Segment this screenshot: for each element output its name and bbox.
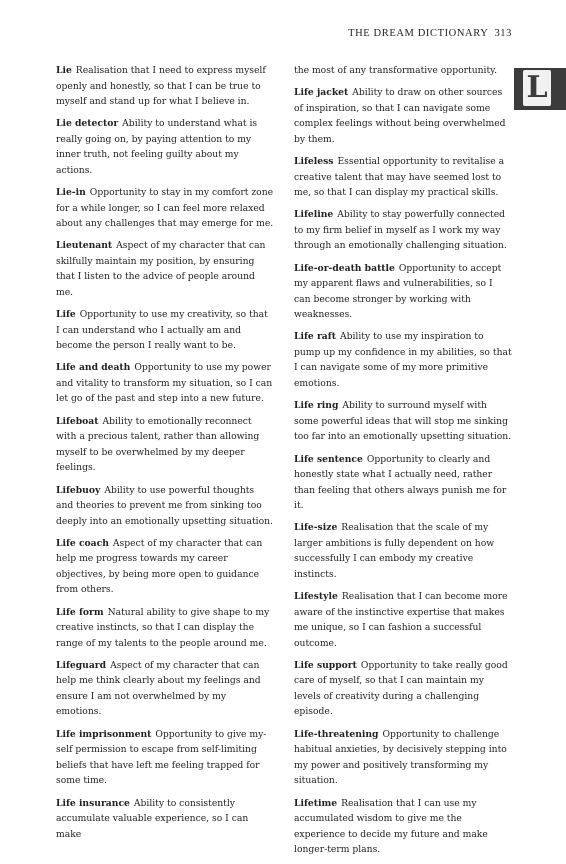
dictionary-entry	[56, 414, 274, 476]
book-title: THE DREAM DICTIONARY	[348, 28, 489, 39]
entry-term: Life-or-death battle	[294, 262, 395, 274]
entry-definition: Ability to use powerful thoughts and theories to prevent me from sinking too deeply into an emotionally upsetting situation.	[56, 484, 273, 527]
entry-definition: Opportunity to use my power and vitality to transform my situation, so I can let go of the past and step into a new future.	[56, 362, 273, 405]
entry-term: Lifeguard	[56, 659, 107, 671]
dictionary-entry	[294, 589, 512, 651]
entry-term: Life raft	[294, 331, 336, 343]
entry-term: Life imprisonment	[56, 728, 152, 740]
dictionary-entry	[56, 605, 274, 652]
entry-term: Life support	[294, 659, 357, 671]
entry-term: Life jacket	[294, 87, 349, 99]
entry-term: Life form	[56, 606, 104, 618]
dictionary-entry	[294, 85, 512, 147]
entry-definition: Opportunity to stay in my comfort zone for a while longer, so I can feel more relaxed about any challenges that may emerge for me.	[56, 187, 274, 230]
entry-term: Lifebuoy	[56, 484, 101, 496]
entry-definition: Opportunity to take really good care of myself, so that I can maintain my levels of creativity during a challenging episode.	[294, 659, 508, 718]
entry-term: Lie-in	[56, 187, 86, 199]
entry-term: Life	[56, 309, 76, 321]
entry-definition: Aspect of my character that can help me progress towards my career objectives, by being more open to guidance from others.	[56, 537, 263, 596]
dictionary-entry	[294, 796, 512, 858]
entry-term: Life-size	[294, 522, 338, 534]
entry-definition: Opportunity to challenge habitual anxieties, by decisively stepping into my power and positively transforming my situation.	[294, 728, 507, 787]
dictionary-entry	[56, 483, 274, 530]
dictionary-entry	[294, 398, 512, 445]
entry-definition: the most of any transformative opportunity.	[294, 65, 498, 76]
entry-definition: Natural ability to give shape to my creative instincts, so that I can display the range of my talents to the people around me.	[56, 606, 270, 649]
dictionary-entry	[294, 261, 512, 323]
section-letter-tab	[514, 68, 566, 110]
entry-definition: Opportunity to clearly and honestly state what I actually need, rather than feeling that others always punish me for it.	[294, 453, 507, 512]
entry-definition: Ability to stay powerfully connected to my firm belief in myself as I work my way through an emotionally challenging situation.	[294, 209, 507, 252]
dictionary-entry	[56, 185, 274, 232]
entry-term: Lifeless	[294, 156, 334, 168]
dictionary-entry	[294, 154, 512, 201]
entry-term: Lifestyle	[294, 591, 338, 603]
dictionary-entry	[56, 116, 274, 178]
entry-term: Lifeline	[294, 209, 334, 221]
dictionary-entry	[56, 727, 274, 789]
entry-definition: Ability to understand what is really going on, by paying attention to my inner truth, not feeling guilty about my actions.	[56, 118, 258, 176]
right-column	[294, 63, 512, 864]
entry-term: Life coach	[56, 537, 109, 549]
dictionary-entry	[56, 658, 274, 720]
entry-definition: Ability to consistently accumulate valuable experience, so I can make	[56, 797, 249, 840]
entry-definition: Ability to surround myself with some powerful ideas that will stop me sinking too far into an emotionally upsetting situation.	[294, 400, 512, 443]
left-column	[56, 63, 274, 849]
entry-definition: Opportunity to give my-self permission to escape from self-limiting beliefs that have left me feeling trapped for some time.	[56, 728, 267, 787]
entry-definition: Ability to draw on other sources of inspiration, so that I can navigate some complex feelings without being overwhelmed by them.	[294, 87, 506, 145]
section-letter: L	[523, 70, 551, 106]
entry-term: Lieutenant	[56, 240, 113, 252]
entry-term: Life and death	[56, 362, 131, 374]
entry-definition: Ability to use my inspiration to pump up my confidence in my abilities, so that I can navigate some of my more primitive emotions.	[294, 331, 512, 389]
entry-definition: Ability to emotionally reconnect with a precious talent, rather than allowing myself to be overwhelmed by my deeper feelings.	[56, 415, 260, 474]
page-number: 313	[494, 28, 512, 39]
entry-definition: Aspect of my character that can skilfully maintain my position, by ensuring that I listen to the advice of people around me.	[56, 240, 266, 298]
dictionary-entry	[294, 658, 512, 720]
dictionary-entry	[294, 329, 512, 391]
entry-definition: Aspect of my character that can help me think clearly about my feelings and ensure I am not overwhelmed by my emotions.	[56, 659, 261, 718]
entry-term: Lie detector	[56, 118, 119, 130]
dictionary-entry	[294, 727, 512, 789]
running-header	[348, 28, 512, 39]
entry-definition: Realisation that I can become more aware of the instinctive expertise that makes me unique, so I can fashion a successful outcome.	[294, 591, 508, 649]
entry-term: Life insurance	[56, 797, 130, 809]
entry-definition: Realisation that the scale of my larger ambitions is fully dependent on how successfully I can embody my creative instincts.	[294, 522, 495, 580]
entry-term: Lifetime	[294, 797, 338, 809]
dictionary-entry	[56, 63, 274, 110]
entry-definition: Opportunity to use my creativity, so that I can understand who I actually am and become the person I really want to be.	[56, 309, 268, 352]
entry-definition: Realisation that I need to express myself openly and honestly, so that I can be true to myself and stand up for what I believe in.	[56, 65, 266, 107]
entry-term: Lie	[56, 65, 72, 76]
dictionary-entry	[294, 452, 512, 514]
entry-definition: Opportunity to accept my apparent flaws and vulnerabilities, so I can become stronger by working with weaknesses.	[294, 262, 502, 321]
entry-definition: Essential opportunity to revitalise a creative talent that may have seemed lost to me, so that I can display my practical skills.	[294, 156, 505, 199]
entry-term: Lifeboat	[56, 415, 99, 427]
dictionary-entry	[56, 307, 274, 354]
entry-definition: Realisation that I can use my accumulated wisdom to give me the experience to decide my future and make longer-term plans.	[294, 797, 488, 856]
dictionary-entry	[56, 360, 274, 407]
entry-term: Life-threatening	[294, 728, 379, 740]
dictionary-entry	[56, 238, 274, 300]
dictionary-entry	[294, 520, 512, 582]
entry-term: Life sentence	[294, 453, 363, 465]
dictionary-entry	[294, 63, 512, 79]
dictionary-entry	[56, 536, 274, 598]
entry-term: Life ring	[294, 400, 339, 412]
dictionary-entry	[294, 207, 512, 254]
